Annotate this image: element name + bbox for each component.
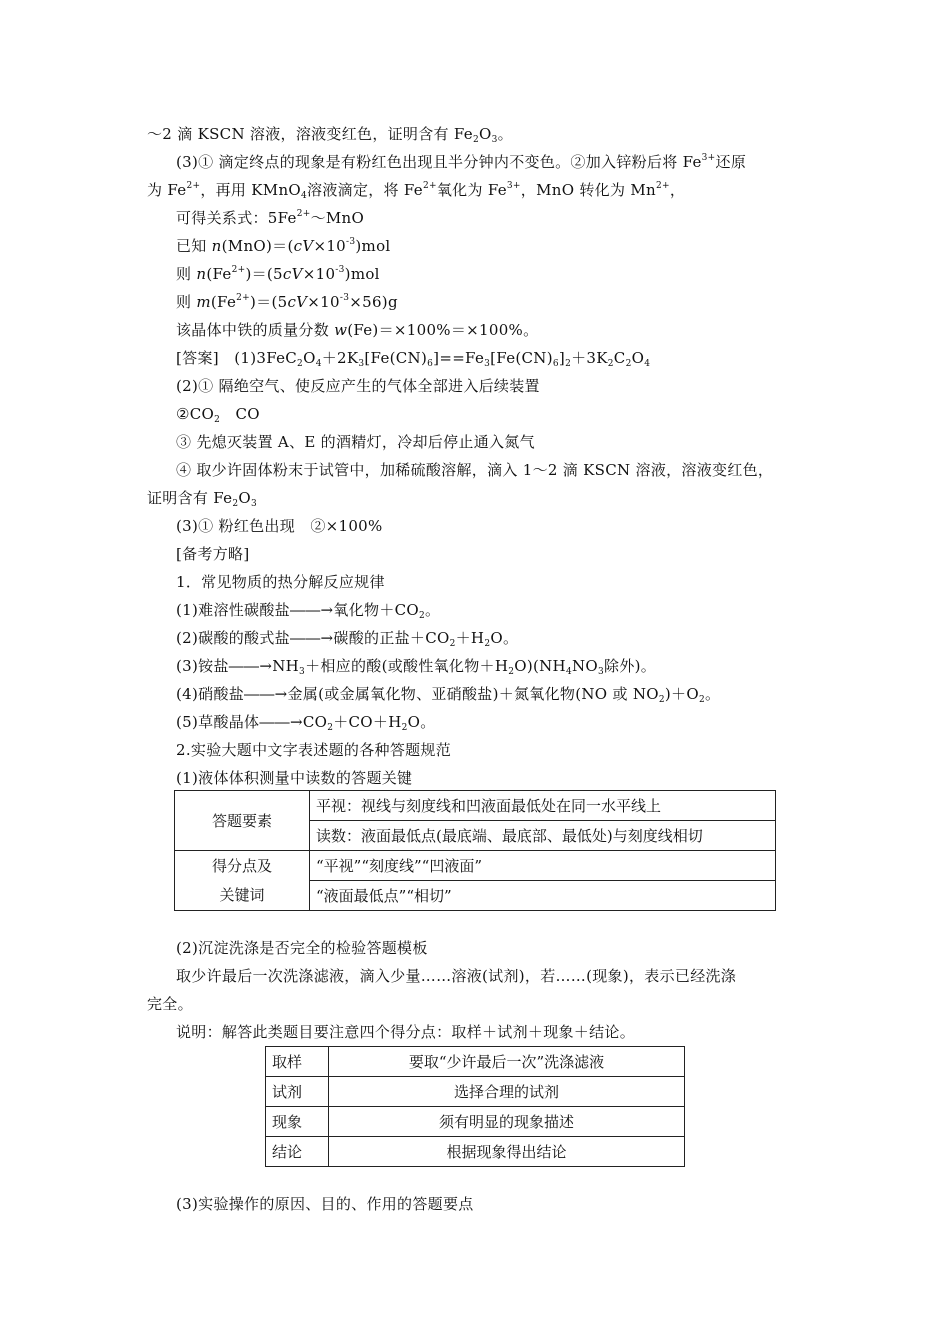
text-line: 已知 $n(MnO)=(cV\times 10^{-3})mol$	[176, 237, 391, 255]
text-line: (1)液体体积测量中读数的答题关键	[176, 769, 413, 787]
table-cell-key: 现象	[266, 1107, 329, 1137]
text-line: (2)① 隔绝空气、使反应产生的气体全部进入后续装置	[176, 377, 540, 395]
text-line: (3)① 粉红色出现 ②×100%	[176, 517, 383, 535]
text-line: 为 $Fe^{2+}$，再用 KMnO$_4$溶液滴定，将 $Fe^{2+}$氧化为 $Fe^{3+}$，MnO 转化为 $Mn^{2+}$，	[147, 181, 686, 201]
table-cell-value: 根据现象得出结论	[329, 1137, 685, 1167]
text-line: (2)沉淀洗涤是否完全的检验答题模板	[176, 939, 428, 957]
text-line: (4)硝酸盐――→金属(或金属氧化物、亚硝酸盐)＋氮氧化物(NO 或 $NO_2)+O_2$。	[176, 685, 721, 705]
text-line: $②CO_2$ CO	[176, 405, 260, 425]
table-cell: “液面最低点”“相切”	[310, 881, 776, 911]
text-line: 则 $n(Fe^{2+})=(5cV\times 10^{-3})mol$	[176, 265, 380, 283]
text-line: (2)碳酸的酸式盐――→碳酸的正盐$+CO_2+H_2O$。	[176, 629, 519, 649]
text-line: ④ 取少许固体粉末于试管中，加稀硫酸溶解，滴入 1～2 滴 KSCN 溶液，溶液变红色，	[176, 461, 774, 479]
text-line: (3)① 滴定终点的现象是有粉红色出现且半分钟内不变色。②加入锌粉后将 $Fe^{3+}$还原	[176, 153, 747, 171]
table-cell-key: 结论	[266, 1137, 329, 1167]
table-cell-value: 须有明显的现象描述	[329, 1107, 685, 1137]
table-cell-value: 要取“少许最后一次”洗涤滤液	[329, 1047, 685, 1077]
text-line: 说明：解答此类题目要注意四个得分点：取样＋试剂＋现象＋结论。	[176, 1023, 636, 1041]
text-line: ～2 滴 KSCN 溶液，溶液变红色，证明含有 $Fe_2O_3$。	[147, 125, 513, 145]
text-line: ③ 先熄灭装置 A、E 的酒精灯，冷却后停止通入氮气	[176, 433, 535, 451]
text-line: 可得关系式：$5Fe^{2+}\sim MnO$	[176, 209, 365, 227]
table-cell-key: 试剂	[266, 1077, 329, 1107]
text-line: (3)铵盐$――\to NH_3+$相应的酸(或酸性氧化物$+H_2O)(NH_4NO_3$除外)。	[176, 657, 657, 677]
text-line: 取少许最后一次洗涤滤液，滴入少量……溶液(试剂)，若……(现象)，表示已经洗涤	[176, 967, 737, 985]
table-cell-head	[175, 851, 310, 911]
text-line: (3)实验操作的原因、目的、作用的答题要点	[176, 1195, 474, 1213]
text-line: 证明含有 $Fe_2O_3$	[147, 489, 258, 509]
text-line: 完全。	[147, 995, 193, 1013]
table-cell-head-line: 得分点及	[211, 856, 272, 875]
table-cell: 读数：液面最低点(最底端、最底部、最低处)与刻度线相切	[310, 821, 776, 851]
table-cell-head: 答题要素	[175, 791, 310, 851]
text-line: 该晶体中铁的质量分数 w(Fe)＝×100%＝×100%。	[176, 321, 539, 339]
section-heading: [备考方略]	[176, 545, 250, 563]
table-cell-head-line: 关键词	[219, 885, 265, 904]
table-row	[266, 1137, 685, 1167]
subsection-heading: 1．常见物质的热分解反应规律	[176, 573, 385, 591]
table-row	[266, 1107, 685, 1137]
reading-answer-table	[174, 790, 776, 911]
table-row	[266, 1077, 685, 1107]
table-row	[266, 1047, 685, 1077]
washing-check-table	[265, 1046, 685, 1167]
table-cell: 平视：视线与刻度线和凹液面最低处在同一水平线上	[310, 791, 776, 821]
subsection-heading: 2.实验大题中文字表述题的各种答题规范	[176, 741, 452, 759]
text-line: (1)难溶性碳酸盐――→氧化物$+CO_2$。	[176, 601, 441, 621]
table-cell: “平视”“刻度线”“凹液面”	[310, 851, 776, 881]
text-line: (5)草酸晶体$――\to CO_2+CO+H_2O$。	[176, 713, 436, 733]
table-cell-value: 选择合理的试剂	[329, 1077, 685, 1107]
text-line: 则 $m(Fe^{2+})=(5cV\times 10^{-3}\times 56)g$	[176, 293, 398, 311]
answer-heading: [答案] $(1)3FeC_2O_4+2K_3[Fe(CN)_6]==Fe_3[Fe(CN)_6]_2+3K_2C_2O_4$	[176, 349, 651, 369]
table-cell-key: 取样	[266, 1047, 329, 1077]
